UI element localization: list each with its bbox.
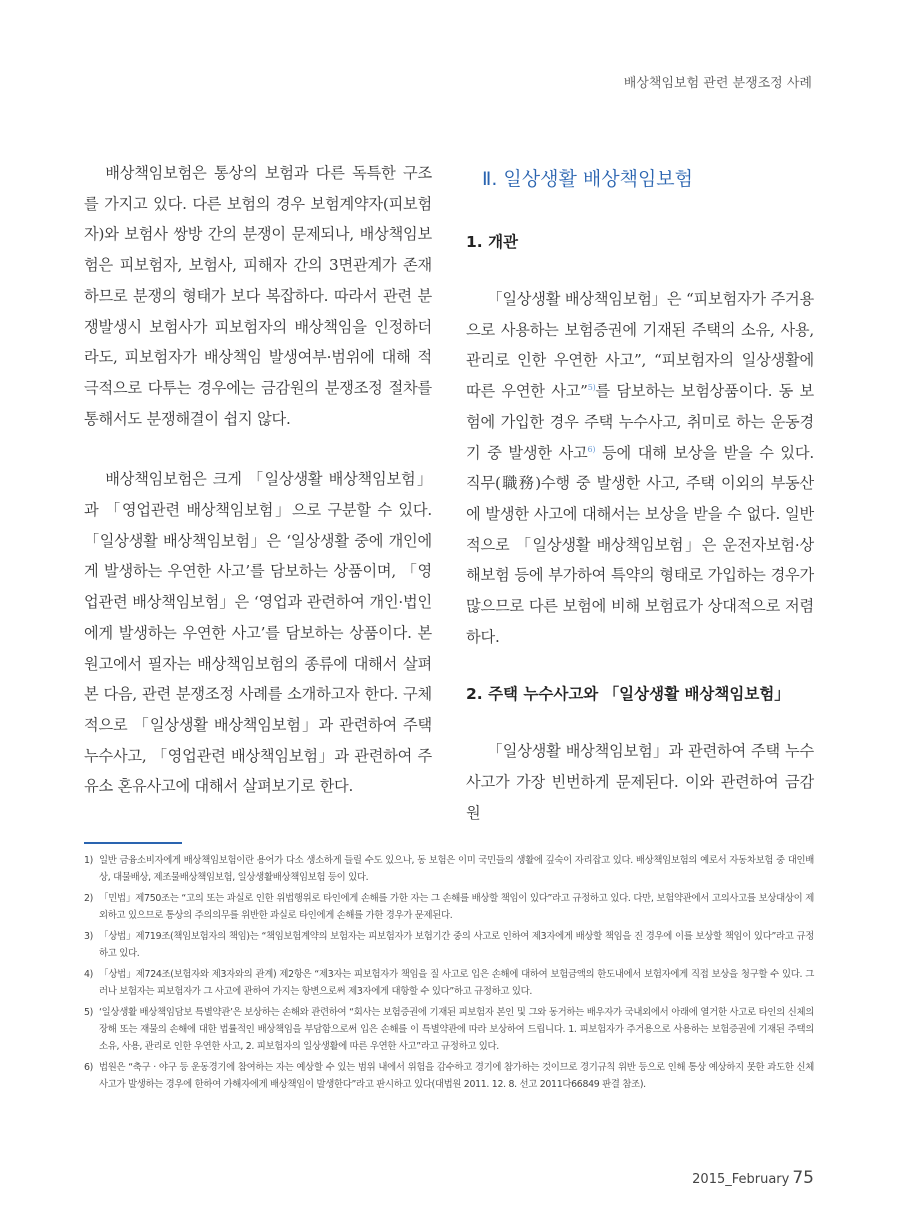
footnote <box>84 1059 814 1093</box>
footnote <box>84 1004 814 1055</box>
footnote-text: 법원은 “축구 · 야구 등 운동경기에 참여하는 자는 예상할 수 있는 범위 내에서 위험을 감수하고 경기에 참가하는 것이므로 경기규칙 위반 등으로 인해 통상 예상하지 못한 과도한 신체사고가 발생하는 경우에 한하여 가해자에게 배상책임이 발생한다”라고 판시하고 있다(대법원 2011. 12. 8. 선고 2011다66849 판결 참조). <box>99 1062 814 1090</box>
footnote-divider <box>84 842 182 844</box>
footnote-number: 3) <box>84 931 94 942</box>
footnote-number: 5) <box>84 1007 94 1018</box>
footnote-text: 「상법」제719조(책임보험자의 책임)는 “책임보험계약의 보험자는 피보험자가 보험기간 중의 사고로 인하여 제3자에게 배상할 책임을 진 경우에 이를 보상할 책임이 있다”라고 규정하고 있다. <box>99 931 814 959</box>
footnote-text: 「상법」제724조(보험자와 제3자와의 관계) 제2항은 “제3자는 피보험자가 책임을 질 사고로 입은 손해에 대하여 보험금액의 한도내에서 보험자에게 직접 보상을 청구할 수 있다. 그러나 보험자는 피보험자가 그 사고에 관하여 가지는 항변으로써 제3자에게 대항할 수 있다”하고 규정하고 있다. <box>99 969 814 997</box>
footnote-ref[interactable]: 5) <box>587 383 596 393</box>
footnote <box>84 890 814 924</box>
page-footer <box>692 1168 814 1188</box>
right-column <box>466 158 814 829</box>
section-title: Ⅱ. 일상생활 배상책임보험 <box>482 168 694 190</box>
page-number: 75 <box>792 1168 814 1188</box>
footnote-number: 1) <box>84 855 94 866</box>
subsection-heading: 1. 개관 <box>466 233 519 251</box>
footnotes <box>84 852 814 1097</box>
footnote-number: 2) <box>84 893 94 904</box>
body-paragraph <box>466 284 814 652</box>
footnote-text: 일반 금융소비자에게 배상책임보험이란 용어가 다소 생소하게 들릴 수도 있으나, 동 보험은 이미 국민들의 생활에 깊숙이 자리잡고 있다. 배상책임보험의 예로서 자동차보험 중 대인배상, 대물배상, 제조물배상책임보험, 일상생활배상책임보험 등이 있다. <box>99 855 814 883</box>
subsection-heading: 2. 주택 누수사고와 「일상생활 배상책임보험」 <box>466 685 790 704</box>
footnote <box>84 928 814 962</box>
footnote-text: ‘일상생활 배상책임담보 특별약관’은 보상하는 손해와 관련하여 “회사는 보험증권에 기재된 피보험자 본인 및 그와 동거하는 배우자가 국내외에서 아래에 열거한 사고로 타인의 신체의 장해 또는 재물의 손해에 대한 법률적인 배상책임을 부담함으로써 입은 손해를 이 특별약관에 따라 보상하여 드립니다. 1. 피보험자가 주거용으로 사용하는 보험증권에 기재된 주택의 소유, 사용, 관리로 인한 우연한 사고, 2. 피보험자의 일상생활에 따른 우연한 사고”라고 규정하고 있다. <box>99 1007 814 1052</box>
running-title: 배상책임보험 관련 분쟁조정 사례 <box>623 76 812 91</box>
footnote <box>84 852 814 886</box>
footnote-number: 4) <box>84 969 94 980</box>
left-column <box>84 158 432 802</box>
body-paragraph: 배상책임보험은 크게 「일상생활 배상책임보험」과 「영업관련 배상책임보험」으로 구분할 수 있다. 「일상생활 배상책임보험」은 ‘일상생활 중에 개인에게 발생하는 우연한 사고’를 담보하는 상품이며, 「영업관련 배상책임보험」은 ‘영업과 관련하여 개인·법인에게 발생하는 우연한 사고’를 담보하는 상품이다. 본 원고에서 필자는 배상책임보험의 종류에 대해서 살펴본 다음, 관련 분쟁조정 사례를 소개하고자 한다. 구체적으로 「일상생활 배상책임보험」과 관련하여 주택 누수사고, 「영업관련 배상책임보험」과 관련하여 주유소 혼유사고에 대해서 살펴보기로 한다. <box>84 470 432 796</box>
paragraph-text: 를 담보하는 보험상품이다. 동 보험에 가입한 경우 주택 누수사고, 취미로 하는 운동경기 중 발생한 사고 <box>466 382 814 462</box>
body-paragraph: 「일상생활 배상책임보험」과 관련하여 주택 누수사고가 가장 빈번하게 문제된다. 이와 관련하여 금감원 <box>466 742 814 822</box>
footnote-text: 「민법」제750조는 “고의 또는 과실로 인한 위법행위로 타인에게 손해를 가한 자는 그 손해를 배상할 책임이 있다”라고 규정하고 있다. 다만, 보험약관에서 고의사고를 보상대상이 제외하고 있으므로 통상의 주의의무를 위반한 과실로 타인에게 손해를 가한 경우가 문제된다. <box>99 893 814 921</box>
paragraph-text: 등에 대해 보상을 받을 수 있다. 직무(職務)수행 중 발생한 사고, 주택 이외의 부동산에 발생한 사고에 대해서는 보상을 받을 수 없다. 일반적으로 「일상생활 배상책임보험」은 운전자보험·상해보험 등에 부가하여 특약의 형태로 가입하는 경우가 많으므로 다른 보험에 비해 보험료가 상대적으로 저렴하다. <box>466 443 814 646</box>
footnote-ref[interactable]: 6) <box>587 444 596 454</box>
paragraph-text: 「일상생활 배상책임보험」은 “피보험자가 주거용으로 사용하는 보험증권에 기재된 주택의 소유, 사용, 관리로 인한 우연한 사고”, “피보험자의 일상생활에 따른 우연한 사고” <box>466 290 814 401</box>
footnote <box>84 966 814 1000</box>
issue-label: 2015_February <box>692 1172 790 1187</box>
footnote-number: 6) <box>84 1062 94 1073</box>
body-paragraph: 배상책임보험은 통상의 보험과 다른 독특한 구조를 가지고 있다. 다른 보험의 경우 보험계약자(피보험자)와 보험사 쌍방 간의 분쟁이 문제되나, 배상책임보험은 피보험자, 보험사, 피해자 간의 3면관계가 존재하므로 분쟁의 형태가 보다 복잡하다. 따라서 관련 분쟁발생시 보험사가 피보험자의 배상책임을 인정하더라도, 피보험자가 배상책임 발생여부·범위에 대해 적극적으로 다투는 경우에는 금감원의 분쟁조정 절차를 통해서도 분쟁해결이 쉽지 않다. <box>84 164 432 428</box>
